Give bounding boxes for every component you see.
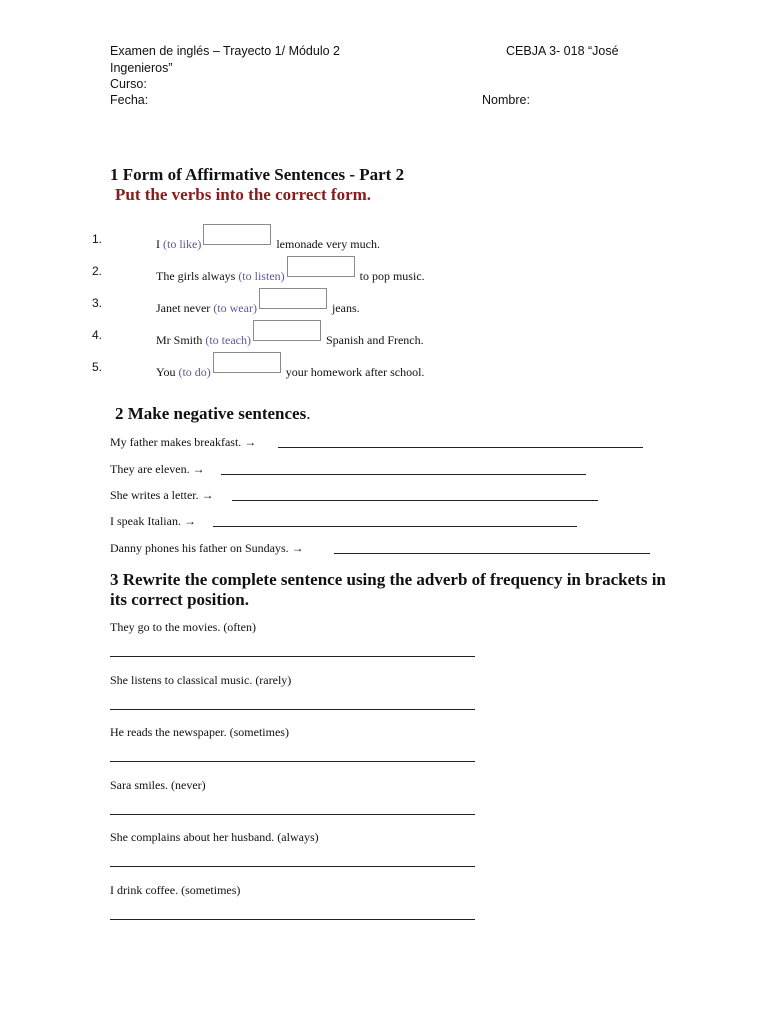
section-1-instruction: Put the verbs into the correct form. bbox=[115, 185, 372, 204]
answer-line[interactable] bbox=[110, 709, 475, 710]
sentence-end: your homework after school. bbox=[282, 365, 425, 379]
negative-sentence-prompt: My father makes breakfast. → bbox=[110, 435, 257, 449]
answer-line[interactable] bbox=[221, 474, 586, 475]
sentence-end: to pop music. bbox=[356, 269, 425, 283]
negative-sentence-prompt: They are eleven. → bbox=[110, 462, 205, 476]
answer-box[interactable] bbox=[287, 256, 355, 277]
answer-line[interactable] bbox=[110, 656, 475, 657]
school-name: CEBJA 3- 018 “José bbox=[506, 44, 619, 58]
answer-line[interactable] bbox=[213, 526, 577, 527]
answer-line[interactable] bbox=[110, 814, 475, 815]
item-number: 1. bbox=[91, 232, 102, 246]
answer-line[interactable] bbox=[110, 761, 475, 762]
school-name-cont: Ingenieros” bbox=[110, 61, 173, 75]
negative-sentence-prompt: Danny phones his father on Sundays. → bbox=[110, 541, 304, 555]
fecha-label: Fecha: bbox=[110, 93, 149, 107]
item-number: 4. bbox=[91, 328, 102, 342]
sentence-start: I bbox=[156, 237, 163, 251]
answer-box[interactable] bbox=[203, 224, 271, 245]
answer-line[interactable] bbox=[110, 866, 475, 867]
rewrite-prompt: Sara smiles. (never) bbox=[110, 778, 206, 792]
item-number: 5. bbox=[91, 360, 102, 374]
rewrite-prompt: She complains about her husband. (always) bbox=[110, 830, 319, 844]
verb-hint: (to teach) bbox=[205, 333, 251, 347]
item-number: 3. bbox=[91, 296, 102, 310]
fill-in-sentence bbox=[156, 295, 360, 316]
verb-hint: (to wear) bbox=[213, 301, 257, 315]
fill-in-sentence bbox=[156, 327, 424, 348]
verb-hint: (to do) bbox=[178, 365, 211, 379]
rewrite-prompt: She listens to classical music. (rarely) bbox=[110, 673, 292, 687]
sentence-start: Janet never bbox=[156, 301, 214, 315]
answer-line[interactable] bbox=[278, 447, 643, 448]
answer-box[interactable] bbox=[213, 352, 281, 373]
answer-line[interactable] bbox=[232, 500, 598, 501]
negative-sentence-prompt: I speak Italian. → bbox=[110, 514, 196, 528]
section-1-title: 1 Form of Affirmative Sentences - Part 2 bbox=[110, 165, 405, 184]
section-2-title-text: 2 Make negative sentences bbox=[115, 404, 307, 423]
fill-in-sentence bbox=[156, 359, 424, 380]
answer-line[interactable] bbox=[334, 553, 650, 554]
sentence-end: lemonade very much. bbox=[273, 237, 380, 251]
rewrite-prompt: He reads the newspaper. (sometimes) bbox=[110, 725, 289, 739]
answer-line[interactable] bbox=[110, 919, 475, 920]
sentence-start: You bbox=[156, 365, 179, 379]
section-2-title bbox=[115, 404, 310, 424]
answer-box[interactable] bbox=[259, 288, 327, 309]
sentence-start: The girls always bbox=[156, 269, 239, 283]
sentence-start: Mr Smith bbox=[156, 333, 206, 347]
verb-hint: (to listen) bbox=[238, 269, 285, 283]
section-3-title: 3 Rewrite the complete sentence using the adverb of frequency in brackets in its correct position. bbox=[110, 570, 666, 609]
item-number: 2. bbox=[91, 264, 102, 278]
fill-in-sentence bbox=[156, 263, 425, 284]
section-2-title-period: . bbox=[306, 404, 311, 423]
sentence-end: Spanish and French. bbox=[322, 333, 424, 347]
rewrite-prompt: They go to the movies. (often) bbox=[110, 620, 256, 634]
exam-title: Examen de inglés – Trayecto 1/ Módulo 2 bbox=[110, 44, 340, 58]
fill-in-sentence bbox=[156, 231, 380, 252]
verb-hint: (to like) bbox=[163, 237, 202, 251]
curso-label: Curso: bbox=[110, 77, 147, 91]
negative-sentence-prompt: She writes a letter. → bbox=[110, 488, 214, 502]
answer-box[interactable] bbox=[253, 320, 321, 341]
sentence-end: jeans. bbox=[328, 301, 360, 315]
rewrite-prompt: I drink coffee. (sometimes) bbox=[110, 883, 241, 897]
nombre-label: Nombre: bbox=[482, 93, 530, 107]
